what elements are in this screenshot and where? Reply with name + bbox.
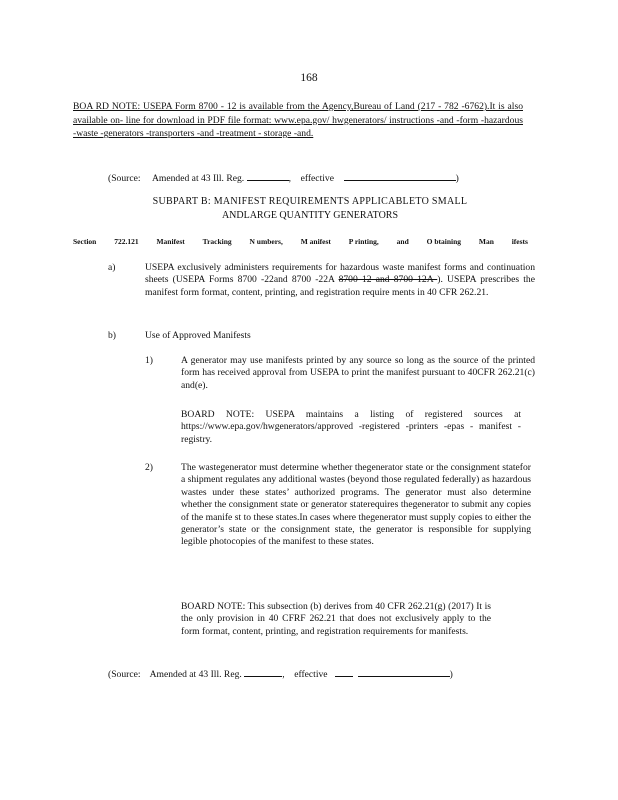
para-a-label: a) bbox=[108, 262, 116, 273]
page-number: 168 bbox=[300, 72, 318, 84]
para-b2-label: 2) bbox=[145, 462, 153, 473]
section-heading bbox=[73, 237, 528, 246]
subpart-line-1: SUBPART B: MANIFEST REQUIREMENTS APPLICABLETO SMALL bbox=[152, 196, 468, 207]
effective-blank-short bbox=[335, 667, 353, 677]
source-prefix: (Source: bbox=[108, 669, 141, 680]
source-note-1: (Source: Amended at 43 Ill. Reg. , effective ) bbox=[108, 173, 459, 184]
para-b2-board-note: BOARD NOTE: This subsection (b) derives from 40 CFR 262.21(g) (2017) It is the only provision in 40 CFRF 262.21 that does not exclusively apply to the form format, content, printing, and registration requirements for manifests. bbox=[181, 601, 491, 637]
section-title-word: O btaining bbox=[426, 237, 461, 246]
para-b-label: b) bbox=[108, 330, 116, 341]
section-title-word: Man bbox=[478, 237, 494, 246]
para-b2-text: The wastegenerator must determine whether thegenerator state or the consignment statefor a shipment regulates any additional wastes (beyond those regulated federally) as hazardous wastes under these states’ authorized programs. The generator must also determine whether the consignment state or generator staterequires thegenerator to submit any copies of the manife st to these states.In cases where thegenerator must supply copies to either the generator’s state or the consignment state, the generator is responsible for supplying legible photocopies of the manifest to these states. bbox=[181, 462, 531, 548]
reg-blank bbox=[247, 171, 289, 181]
source-note-2: (Source: Amended at 43 Ill. Reg. , effective ) bbox=[108, 669, 453, 680]
effective-blank bbox=[358, 667, 450, 677]
section-title-word: M anifest bbox=[300, 237, 331, 246]
board-note-form-availability: BOA RD NOTE: USEPA Form 8700 - 12 is available from the Agency,Bureau of Land (217 - 782 -6762).It is also available on- line for download in PDF file format: www.epa.gov/ hwgenerators/ instructions -and -form -hazardous -waste -generators -transporters -and -treatment - storage -and. bbox=[73, 101, 523, 140]
para-b1-label: 1) bbox=[145, 355, 153, 366]
section-title-word: Manifest bbox=[156, 237, 185, 246]
para-b1-board-note: BOARD NOTE: USEPA maintains a listing of registered sources at https://www.epa.gov/hwgenerators/approved -registered -printers -epas - manifest -registry. bbox=[181, 409, 521, 445]
source-amended: Amended at 43 Ill. Reg. bbox=[151, 173, 245, 184]
reg-blank bbox=[244, 667, 282, 677]
para-a-text-2: ). USEPA prescribes the manifest form format, content, printing, and registration require ments in 40 CFR 262.21. bbox=[145, 274, 535, 298]
para-b-text: Use of Approved Manifests bbox=[145, 330, 251, 341]
source-close: ) bbox=[449, 669, 453, 680]
para-a-text-1: USEPA exclusively administers requirements for hazardous waste manifest forms and continuation sheets (USEPA Forms 8700 -22and 8700 -22A bbox=[145, 262, 535, 286]
source-effective: effective bbox=[294, 669, 328, 680]
para-a-struck-text: 8700 12 and 8700 12A bbox=[338, 274, 438, 286]
section-number: 722.121 bbox=[114, 237, 139, 246]
subpart-line-2: ANDLARGE QUANTITY GENERATORS bbox=[221, 209, 399, 221]
source-close: ) bbox=[455, 173, 459, 184]
subpart-heading bbox=[100, 195, 520, 222]
section-word: Section bbox=[73, 237, 97, 246]
para-b1-text: A generator may use manifests printed by any source so long as the source of the printed form has received approval from USEPA to print the manifest pursuant to 40CFR 262.21(c) and(e). bbox=[181, 355, 535, 391]
effective-blank bbox=[344, 171, 456, 181]
source-effective: effective bbox=[300, 173, 334, 184]
section-title-word: and bbox=[396, 237, 409, 246]
source-amended: Amended at 43 Ill. Reg. bbox=[149, 669, 242, 680]
para-a-text bbox=[145, 262, 535, 299]
section-title-word: Tracking bbox=[202, 237, 232, 246]
section-title-word: ifests bbox=[511, 237, 528, 246]
section-title-word: P rinting, bbox=[348, 237, 379, 246]
source-prefix: (Source: bbox=[108, 173, 141, 184]
section-title-word: N umbers, bbox=[249, 237, 283, 246]
